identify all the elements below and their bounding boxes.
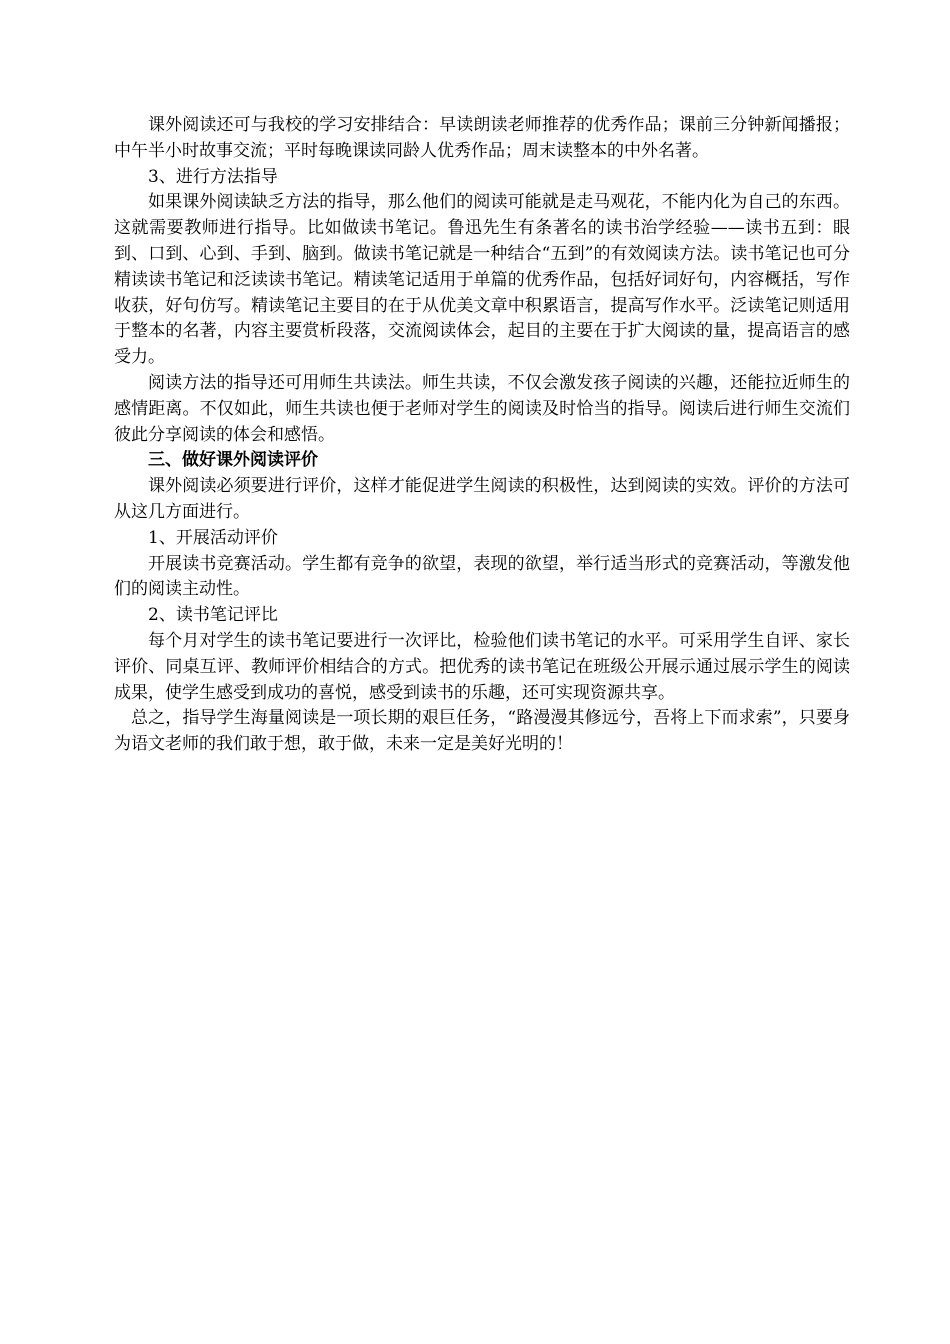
subheading-method-guidance: 3、进行方法指导	[148, 166, 278, 187]
paragraph-reading-competition: 开展读书竞赛活动。学生都有竞争的欲望，表现的欲望，举行适当形式的竞赛活动，等激发他们的阅读主动性。	[114, 553, 850, 600]
paragraph-reading-schedule: 课外阅读还可与我校的学习安排结合：早读朗读老师推荐的优秀作品；课前三分钟新闻播报；中午半小时故事交流；平时每晚课读同龄人优秀作品；周末读整本的中外名著。	[114, 115, 850, 161]
paragraph-monthly-review: 每个月对学生的读书笔记要进行一次评比，检验他们读书笔记的水平。可采用学生自评、家长评价、同桌互评、教师评价相结合的方式。把优秀的读书笔记在班级公开展示通过展示学生的阅读成果，使学生感受到成功的喜悦，感受到读书的乐趣，还可实现资源共享。	[114, 630, 850, 703]
document-body	[114, 113, 850, 758]
section-heading-evaluation: 三、做好课外阅读评价	[148, 450, 318, 471]
subheading-notes-comparison: 2、读书笔记评比	[148, 605, 278, 626]
subheading-activity-evaluation: 1、开展活动评价	[148, 527, 278, 548]
paragraph-shared-reading: 阅读方法的指导还可用师生共读法。师生共读，不仅会激发孩子阅读的兴趣，还能拉近师生的感情距离。不仅如此，师生共读也便于老师对学生的阅读及时恰当的指导。阅读后进行师生交流们彼此分享阅读的体会和感悟。	[114, 372, 850, 445]
paragraph-conclusion: 总之，指导学生海量阅读是一项长期的艰巨任务，“路漫漫其修远兮，吾将上下而求索”，只要身为语文老师的我们敢于想，敢于做，未来一定是美好光明的！	[114, 708, 850, 755]
paragraph-evaluation-intro: 课外阅读必须要进行评价，这样才能促进学生阅读的积极性，达到阅读的实效。评价的方法可从这几方面进行。	[114, 476, 850, 522]
paragraph-reading-notes: 如果课外阅读缺乏方法的指导，那么他们的阅读可能就是走马观花，不能内化为自己的东西。这就需要教师进行指导。比如做读书笔记。鲁迅先生有条著名的读书治学经验——读书五到：眼到、口到、心到、手到、脑到。做读书笔记就是一种结合“五到”的有效阅读方法。读书笔记也可分精读读书笔记和泛读读书笔记。精读笔记适用于单篇的优秀作品，包括好词好句，内容概括，写作收获，好句仿写。精读笔记主要目的在于从优美文章中积累语言，提高写作水平。泛读笔记则适用于整本的名著，内容主要赏析段落，交流阅读体会，起目的主要在于扩大阅读的量，提高语言的感受力。	[114, 192, 850, 368]
